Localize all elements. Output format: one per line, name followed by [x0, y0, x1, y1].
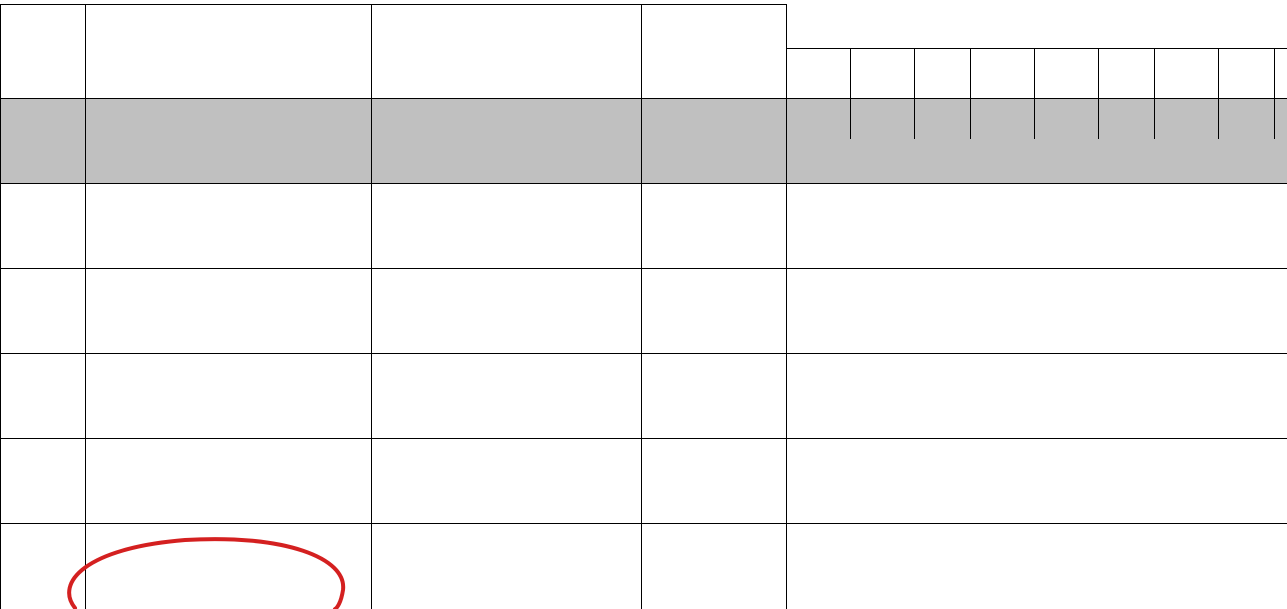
district-band-schedule — [787, 99, 1287, 183]
annotation-ellipse — [55, 528, 355, 609]
district-band — [0, 99, 787, 183]
